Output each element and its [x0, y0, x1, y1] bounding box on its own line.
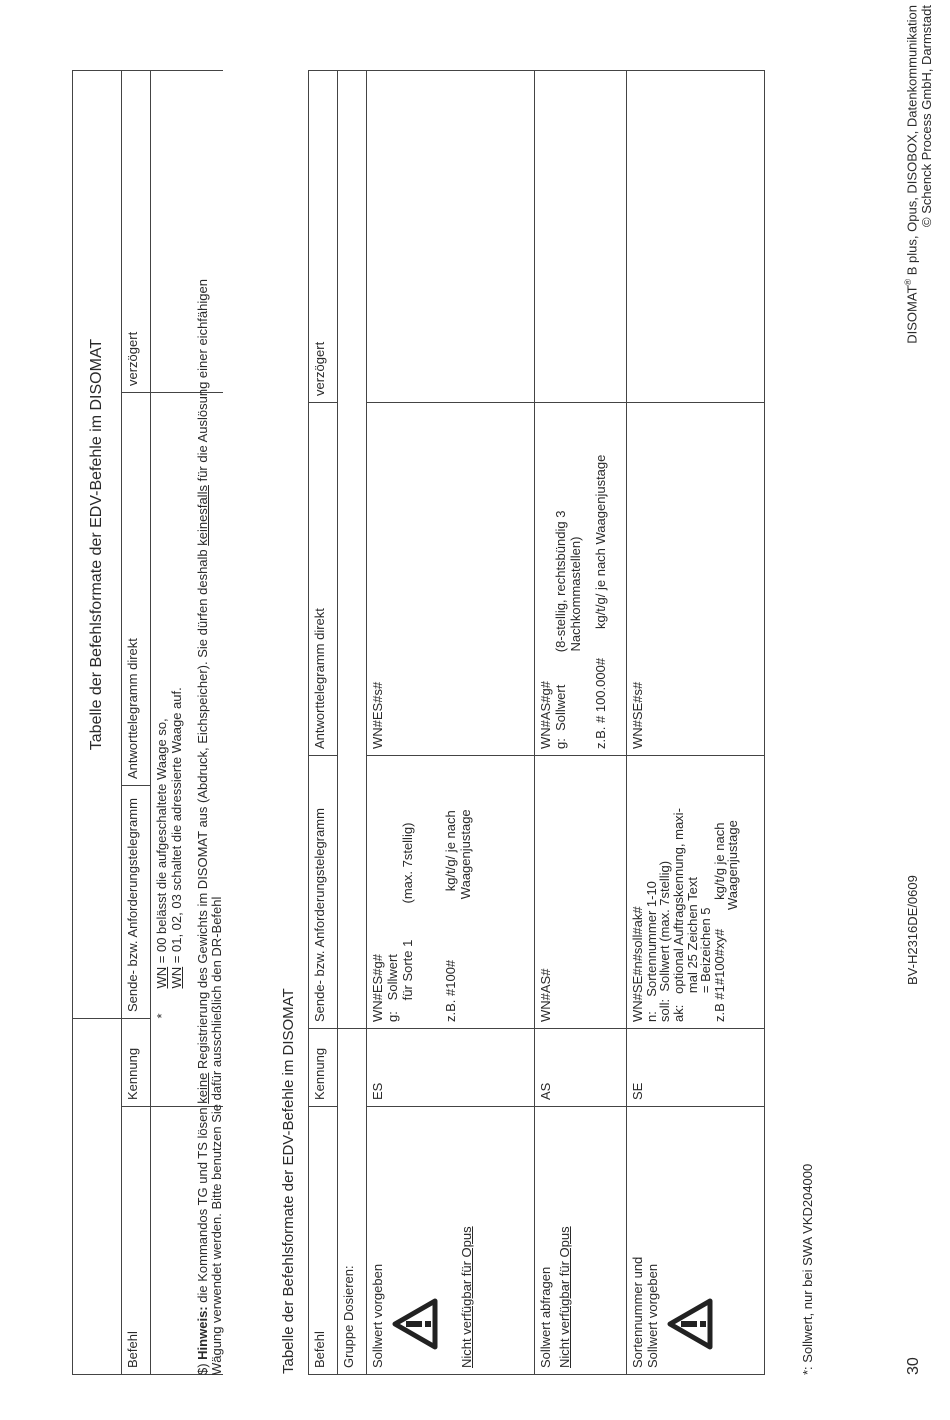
- table-row: [367, 1107, 535, 1375]
- row1-befehl: Sollwert vorgeben: [370, 1263, 385, 1368]
- table1-row-line1: = 00 belässt die aufgeschaltete Waage so,: [154, 718, 169, 967]
- row1-verzoegert: [367, 71, 535, 403]
- row1-sende-line3: für Sorte 1 (max. 7stellig): [399, 822, 415, 1022]
- table2-header-antwort: Antworttelegramm direkt: [309, 403, 338, 756]
- row3-antwort: WN#SE#s#: [627, 403, 765, 756]
- row3-sende-line: = Beizeichen 5: [698, 907, 714, 1022]
- row3-sende-line: Waagenjustage: [725, 820, 741, 1022]
- row3-befehl: Sortennummer und Sollwert vorgeben: [630, 1256, 660, 1368]
- page-number: 30: [905, 1357, 922, 1375]
- table2-header-verzoegert: verzögert: [309, 71, 338, 403]
- note-text-2: Registrierung des Gewichts im DISOMAT aus (Abdruck, Eichspeicher). Sie dürfen deshalb: [195, 545, 210, 1073]
- note-keinesfalls: keinesfalls: [195, 485, 210, 546]
- table1-header-sende: Sende- bzw. Anforderungstelegramm: [122, 786, 151, 1019]
- row3-sende-line: z.B #1#100#xy# kg/t/g je nach: [711, 822, 727, 1022]
- row2-antwort-line1: WN#AS#g#: [538, 681, 553, 749]
- row2-kennung: AS: [535, 1029, 627, 1107]
- row1-kennung: ES: [367, 1029, 535, 1107]
- row2-befehl: Sollwert abfragen: [538, 1266, 553, 1368]
- row2-antwort-line3: Nachkommastellen): [567, 536, 583, 749]
- note-text-1: die Kommandos TG und TS lösen: [195, 1103, 210, 1307]
- row3-sende-line: WN#SE#n#soll#ak#: [630, 906, 645, 1022]
- row1-sende: [367, 756, 535, 1029]
- row3-kennung: SE: [627, 1029, 765, 1107]
- table1-title: Tabelle der Befehlsformate der EDV-Befehle im DISOMAT: [73, 71, 122, 1019]
- row3-sende-line: n: Sortennummer 1-10: [643, 881, 659, 1022]
- row3-verzoegert: [627, 71, 765, 403]
- table1-header-antwort: Antworttelegramm direkt: [122, 393, 151, 786]
- row2-antwort-example: z.B. # 100.000# kg/t/g/ je nach Waagenjustage: [592, 454, 608, 749]
- row1-antwort: WN#ES#s#: [367, 403, 535, 756]
- warning-triangle-icon: [667, 1298, 713, 1350]
- hinweis-note: [196, 65, 223, 1375]
- row2-verzoegert: [535, 71, 627, 403]
- row1-sende-line2: g: Sollwert: [384, 954, 400, 1022]
- table2-header-kennung: Kennung: [309, 1029, 338, 1107]
- table-row: [627, 1107, 765, 1375]
- row2-antwort-line2: g: Sollwert (8-stellig, rechtsbündig 3: [552, 510, 568, 749]
- table1-row-line2: = 01, 02, 03 schaltet die adressierte Waage auf.: [168, 687, 184, 967]
- row3-sende: [627, 756, 765, 1029]
- document-id: BV-H2316DE/0609: [905, 875, 920, 985]
- table1-wn-1: WN: [154, 966, 169, 989]
- copyright: © Schenck Process GmbH, Darmstadt: [919, 5, 935, 227]
- table1-wn-2: WN: [168, 966, 184, 989]
- table1-kennung-asterisk: *: [154, 1013, 169, 1019]
- row2-antwort: [535, 403, 627, 756]
- note-line-2: Wägung verwendet werden. Bitte benutzen Sie dafür ausschließlich den DR-Befehl: [208, 896, 224, 1375]
- table1-header-befehl: Befehl: [122, 1107, 151, 1375]
- warning-triangle-icon: [392, 1298, 438, 1350]
- note-prefix: $): [195, 1359, 210, 1375]
- note-label: Hinweis:: [195, 1306, 210, 1360]
- row3-sende-line: ak: optional Auftragskennung, maxi-: [670, 808, 686, 1022]
- footnote: *: Sollwert, nur bei SWA VKD204000: [800, 1163, 815, 1375]
- table-row: [535, 1107, 627, 1375]
- row2-not-available: Nicht verfügbar für Opus: [556, 1226, 572, 1368]
- row1-not-available: Nicht verfügbar für Opus: [458, 1226, 474, 1368]
- note-keine: keine: [195, 1072, 210, 1104]
- row1-sende-line1: WN#ES#g#: [370, 954, 385, 1022]
- group-dosieren: Gruppe Dosieren:: [338, 1029, 367, 1375]
- table1-header-kennung: Kennung: [122, 1019, 151, 1107]
- row1-sende-example: z.B. #100# kg/t/g/ je nach: [442, 810, 458, 1022]
- row3-sende-line: soll: Sollwert (max. 7stellig): [657, 860, 673, 1022]
- row2-sende: WN#AS#: [535, 756, 627, 1029]
- brand-registered: ®: [903, 278, 913, 286]
- table2-header-befehl: Befehl: [309, 1107, 338, 1375]
- note-text-3: für die Auslösung einer eichfähigen: [195, 279, 210, 486]
- table1-header-verzoegert: verzögert: [122, 71, 151, 393]
- row3-sende-line: mal 25 Zeichen Text: [684, 877, 700, 1022]
- table2-header-sende: Sende- bzw. Anforderungstelegramm: [309, 756, 338, 1029]
- footer-brand: [903, 5, 935, 410]
- table2-title: Tabelle der Befehlsformate der EDV-Befehle im DISOMAT: [280, 988, 297, 1374]
- brand-products: B plus, Opus, DISOBOX, Datenkommunikation: [904, 5, 920, 279]
- row1-sende-example-2: Waagenjustage: [457, 809, 473, 1022]
- command-format-table-2: [308, 70, 765, 1375]
- brand-name: DISOMAT: [904, 285, 920, 344]
